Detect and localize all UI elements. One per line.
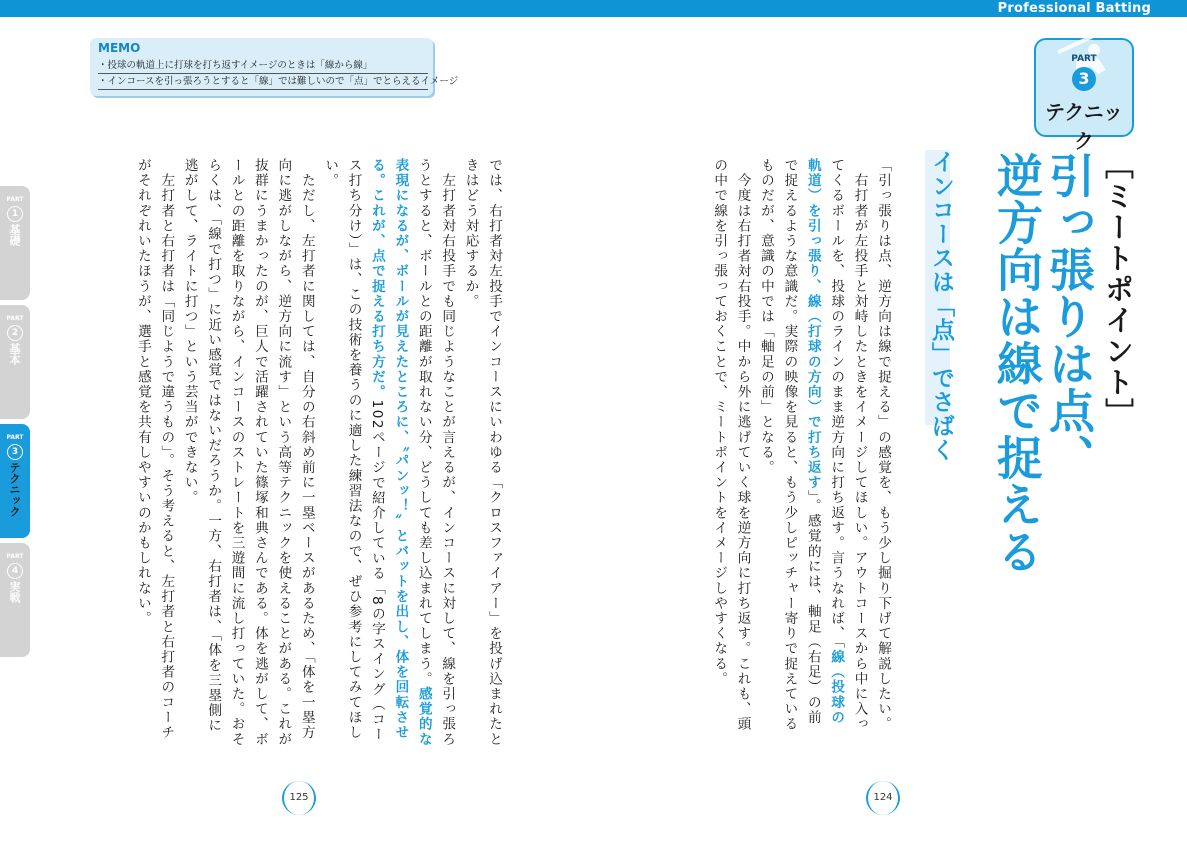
side-tab-number: 4 [7,563,23,579]
side-tab-part-1[interactable] [0,186,30,300]
body-paragraph [754,158,871,733]
side-tab-part-3[interactable] [0,424,30,538]
side-tab-part-word: PART [6,196,24,203]
side-tab-number: 2 [7,325,23,341]
memo-title: MEMO [98,41,141,55]
side-tab-label: テクニック [8,462,21,517]
part-badge [1034,38,1134,153]
right-page-body [672,158,894,733]
part-number: 3 [1072,67,1096,91]
side-tab-part-4[interactable] [0,543,30,657]
header-label: Professional Batting [997,1,1151,16]
body-text: 左打者と右打者は「同じようで違うもの」。そう考えると、左打者と右打者のコーチがそれぞれいたほうが、選手と感覚を共有しやすいのかもしれない。 [134,158,175,741]
body-paragraph [177,158,317,748]
body-text: 「引っ張りは点、逆方向は線で捉える」の感覚を、もう少し掘り下げて解説したい。 [875,158,891,732]
body-text: 左打者対右投手でも同じようなことが言えるが、インコースに対して、線を引っ張ろうとすると、ボールとの距離が取れない分、どうしても差し込まれてしまう。 [415,158,456,747]
body-paragraph [707,158,754,733]
side-tab-number: 3 [7,444,23,460]
title-line-2: 逆方向は線で捉える [990,152,1044,575]
memo-line-1: ・投球の軌道上に打球を打ち返すイメージのときは「線から線」 [98,58,428,74]
side-tab-part-word: PART [6,553,24,560]
side-tab-part-word: PART [6,315,24,322]
part-label: PART [1071,54,1097,64]
left-page-body [87,158,505,748]
side-tab-part-2[interactable] [0,305,30,419]
part-title: テクニック [1045,100,1123,153]
body-text: 今度は右打者対右投手。中から外に逃げていく球を逆方向に打ち返す。これも、頭の中で線を引っ張っておくことで、ミートポイントをイメージしやすくなる。 [711,158,751,732]
memo-line-2: ・インコースを引っ張ろうとすると「線」では難しいので「点」でとらえるイメージ [98,74,428,90]
side-tab-label: 実戦 [8,581,21,603]
body-text: 102ページで紹介している「8の字スイング（コース打ち分け）」は、この技術を養うのに適した練習法なので、ぜひ参考にしてみてほしい。 [322,158,385,743]
body-text: では、右打者対左投手でインコースにいわゆる「クロスファイアー」を投げ込まれたときはどう対応するか。 [462,158,502,747]
body-text: ただし、左打者に関しては、自分の右斜め前に一塁ベースがあるため、「体を一塁方向に逃がしながら、逆方向に流す」という高等テクニックを使えることがある。これが抜群にうまかったのが、巨人で活躍されていた篠塚和典さんである。体を逃がして、ボールとの距離を取りながら、インコースのストレートを三遊間に流し打っていた。おそらくは、「線で打つ」に近い感覚ではないだろうか。一方、右打者は、「体を三塁側に逃がして、ライトに打つ」という芸当ができない。 [181,158,315,747]
section-headline: インコースは「点」でさばく [928,150,954,462]
body-paragraph [458,158,505,748]
body-paragraph [131,158,178,748]
title-line-1: 引っ張りは点、 [1042,152,1096,481]
page-number-left: 125 [282,781,316,815]
body-text: 」。感覚的には、軸足（右足）の前で捉えるような意識だ。実際の映像を見ると、もう少しピッチャー寄りで捉えているものだが、意識の中では「軸足の前」となる。 [757,158,821,732]
header-bar [0,0,1187,17]
memo-box [90,38,459,96]
page-number-right: 124 [866,781,900,815]
highlighted-text: 線（投球の軌道）を引っ張り、線（打球の方向）で打ち返す [804,158,845,725]
side-tab-number: 1 [7,206,23,222]
body-text: 右打者が左投手と対峙したときをイメージしてほしい。アウトコースから中に入ってくるボールを、投球のラインのまま逆方向に打ち返す。言うなれば、「 [828,158,868,732]
title-subtitle: ［ミートポイント］ [1101,150,1135,429]
side-tab-part-word: PART [6,434,24,441]
body-paragraph [318,158,458,748]
highlighted-text: 感覚的な表現になるが、ボールが見えたところに、〝パンッ！〟とバットを出し、体を回転させる。これが、点で捉える打ち方だ。 [368,158,432,747]
side-tab-label: 基礎 [8,224,21,246]
body-paragraph [871,158,894,733]
side-tab-label: 基本 [8,343,21,365]
